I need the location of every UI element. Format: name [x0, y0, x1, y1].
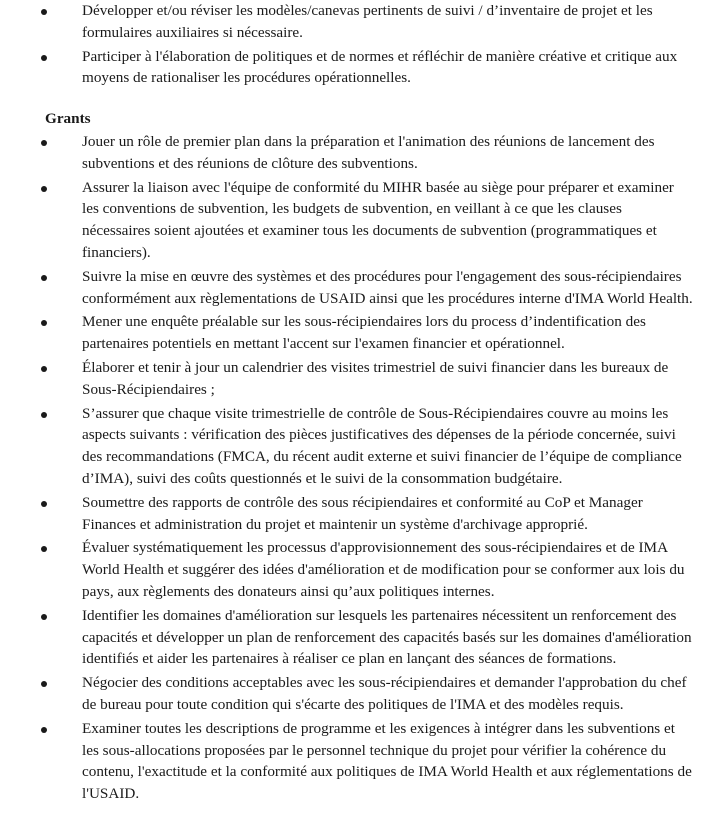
- bullet-icon: [41, 55, 47, 61]
- list-item: [0, 357, 711, 401]
- list-item: [0, 605, 711, 670]
- list-item: [0, 718, 711, 805]
- bullet-icon: [41, 9, 47, 15]
- list-item: [0, 46, 711, 90]
- list-item: [0, 537, 711, 602]
- list-item: [0, 403, 711, 490]
- list-item: [0, 672, 711, 716]
- list-item-text: Participer à l'élaboration de politiques et de normes et réfléchir de manière créative et critique aux moyens de rationaliser les procédures opérationnelles.: [82, 47, 678, 87]
- bullet-icon: [41, 614, 47, 620]
- list-item-text: Assurer la liaison avec l'équipe de conformité du MIHR basée au siège pour préparer et examiner les conventions de subvention, les budgets de subvention, en veillant à ce que les clauses nécessaires soient ajoutées et examiner tous les documents de subvention (programmatiques et financiers).: [82, 178, 674, 261]
- list-item-text: Mener une enquête préalable sur les sous-récipiendaires lors du process d’indentification des partenaires potentiels en mettant l'accent sur l'examen financier et opérationnel.: [82, 313, 646, 353]
- list-item: [0, 492, 711, 536]
- list-item-text: Examiner toutes les descriptions de programme et les exigences à intégrer dans les subventions et les sous-allocations proposées par le personnel technique du projet pour vérifier la cohérence du contenu, l'exactitude et la conformité aux politiques de IMA World Health et aux réglementations de l'USAID.: [82, 719, 692, 803]
- list-item-text: Identifier les domaines d'amélioration sur lesquels les partenaires nécessitent un renforcement des capacités et développer un plan de renforcement des capacités basés sur les domaines d'amélioration identifiés et aider les partenaires à réaliser ce plan en lançant des séances de formations.: [82, 606, 692, 668]
- bullet-icon: [41, 501, 47, 507]
- bullet-icon: [41, 275, 47, 281]
- section-heading-grants: Grants: [45, 110, 91, 128]
- list-item-text: Négocier des conditions acceptables avec les sous-récipiendaires et demander l'approbation du chef de bureau pour toute condition qui s'écarte des politiques de l'IMA et des modèles requis.: [82, 674, 687, 713]
- bullet-icon: [41, 186, 47, 192]
- bullet-icon: [41, 546, 47, 552]
- bullet-icon: [41, 681, 47, 687]
- list-item: [0, 131, 711, 175]
- list-item-text: Jouer un rôle de premier plan dans la préparation et l'animation des réunions de lancement des subventions et des réunions de clôture des subventions.: [82, 132, 655, 172]
- bullet-icon: [41, 320, 47, 326]
- list-item: [0, 0, 711, 44]
- intro-bullet-list: [0, 0, 711, 89]
- list-item-text: Élaborer et tenir à jour un calendrier des visites trimestriel de suivi financier dans les bureaux de Sous-Récipiendaires ;: [82, 358, 669, 398]
- bullet-icon: [41, 140, 47, 146]
- list-item: [0, 311, 711, 355]
- list-item-text: Suivre la mise en œuvre des systèmes et des procédures pour l'engagement des sous-récipiendaires conformément aux règlementations de USAID ainsi que les procédures interne d'IMA World Health.: [82, 267, 693, 307]
- grants-bullet-list: [0, 131, 711, 805]
- bullet-icon: [41, 412, 47, 418]
- list-item: [0, 177, 711, 264]
- list-item: [0, 266, 711, 310]
- bullet-icon: [41, 727, 47, 733]
- list-item-text: Soumettre des rapports de contrôle des sous récipiendaires et conformité au CoP et Manager Finances et administration du projet et maintenir un système d'archivage approprié.: [82, 493, 643, 533]
- bullet-icon: [41, 366, 47, 372]
- list-item-text: S’assurer que chaque visite trimestrielle de contrôle de Sous-Récipiendaires couvre au moins les aspects suivants : vérification des pièces justificatives des dépenses de la période concernée, suivi des recommandations (FMCA, du récent audit externe et suivi financier de l’équipe de compliance d’IMA), suivi des coûts questionnés et le suivi de la consommation budgétaire.: [82, 404, 682, 487]
- list-item-text: Évaluer systématiquement les processus d'approvisionnement des sous-récipiendaires et de IMA World Health et suggérer des idées d'amélioration et de modification pour se conformer aux lois du pays, aux règlements des donateurs ainsi qu’aux politiques internes.: [82, 539, 685, 600]
- list-item-text: Développer et/ou réviser les modèles/canevas pertinents de suivi / d’inventaire de projet et les formulaires auxiliaires si nécessaire.: [82, 2, 653, 41]
